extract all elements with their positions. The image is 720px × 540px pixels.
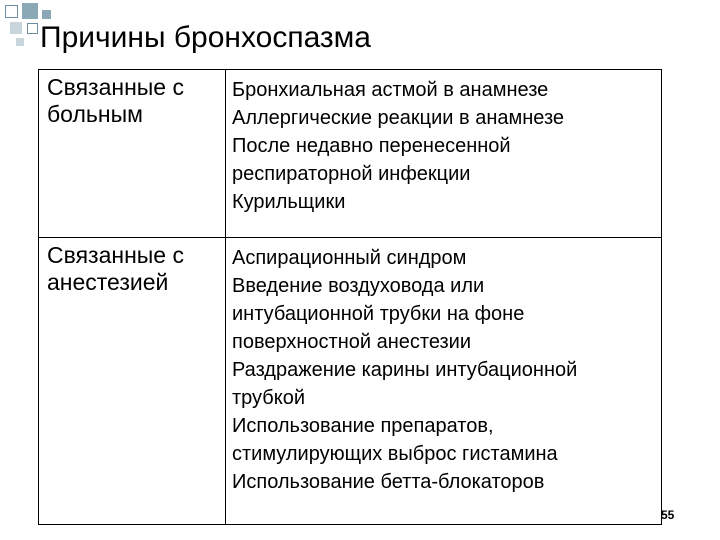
list-item <box>232 132 652 188</box>
list-item <box>232 468 652 496</box>
slide-title: Причины бронхоспазма <box>40 21 371 54</box>
page-number: 55 <box>661 508 675 522</box>
table-row <box>39 238 661 524</box>
corner-square-decoration <box>22 3 38 19</box>
category-cell <box>47 74 223 128</box>
item-text: стимулирующих выброс гистамина <box>232 443 558 465</box>
item-text: трубкой <box>232 387 306 409</box>
list-item <box>232 104 652 132</box>
item-text: респираторной инфекции <box>232 163 471 185</box>
item-text: Введение воздуховода или <box>232 275 485 297</box>
item-text: Курильщики <box>232 191 346 213</box>
causes-list <box>232 76 652 216</box>
category-cell <box>47 242 223 296</box>
corner-square-decoration <box>27 23 38 34</box>
list-item <box>232 188 652 216</box>
corner-square-decoration <box>10 22 22 34</box>
item-text: Использование препаратов, <box>232 415 494 437</box>
category-label: Связанные с <box>47 242 184 268</box>
item-text: Аспирационный синдром <box>232 247 467 269</box>
item-text: Использование бетта-блокаторов <box>232 471 545 493</box>
category-label: анестезией <box>47 269 169 295</box>
category-label: больным <box>47 101 143 127</box>
list-item <box>232 76 652 104</box>
item-text: интубационной трубки на фоне <box>232 303 525 325</box>
corner-square-decoration <box>5 5 18 18</box>
list-item <box>232 244 652 272</box>
causes-table <box>38 69 662 525</box>
table-row <box>39 70 661 238</box>
item-text: Бронхиальная астмой в анамнезе <box>232 79 549 101</box>
item-text: Аллергические реакции в анамнезе <box>232 107 565 129</box>
item-text: Раздражение карины интубационной <box>232 359 578 381</box>
causes-list <box>232 244 652 496</box>
list-item <box>232 356 652 412</box>
corner-square-decoration <box>42 10 51 19</box>
list-item <box>232 272 652 356</box>
item-text: После недавно перенесенной <box>232 135 511 157</box>
corner-square-decoration <box>16 38 24 46</box>
category-label: Связанные с <box>47 74 184 100</box>
item-text: поверхностной анестезии <box>232 331 472 353</box>
list-item <box>232 412 652 468</box>
